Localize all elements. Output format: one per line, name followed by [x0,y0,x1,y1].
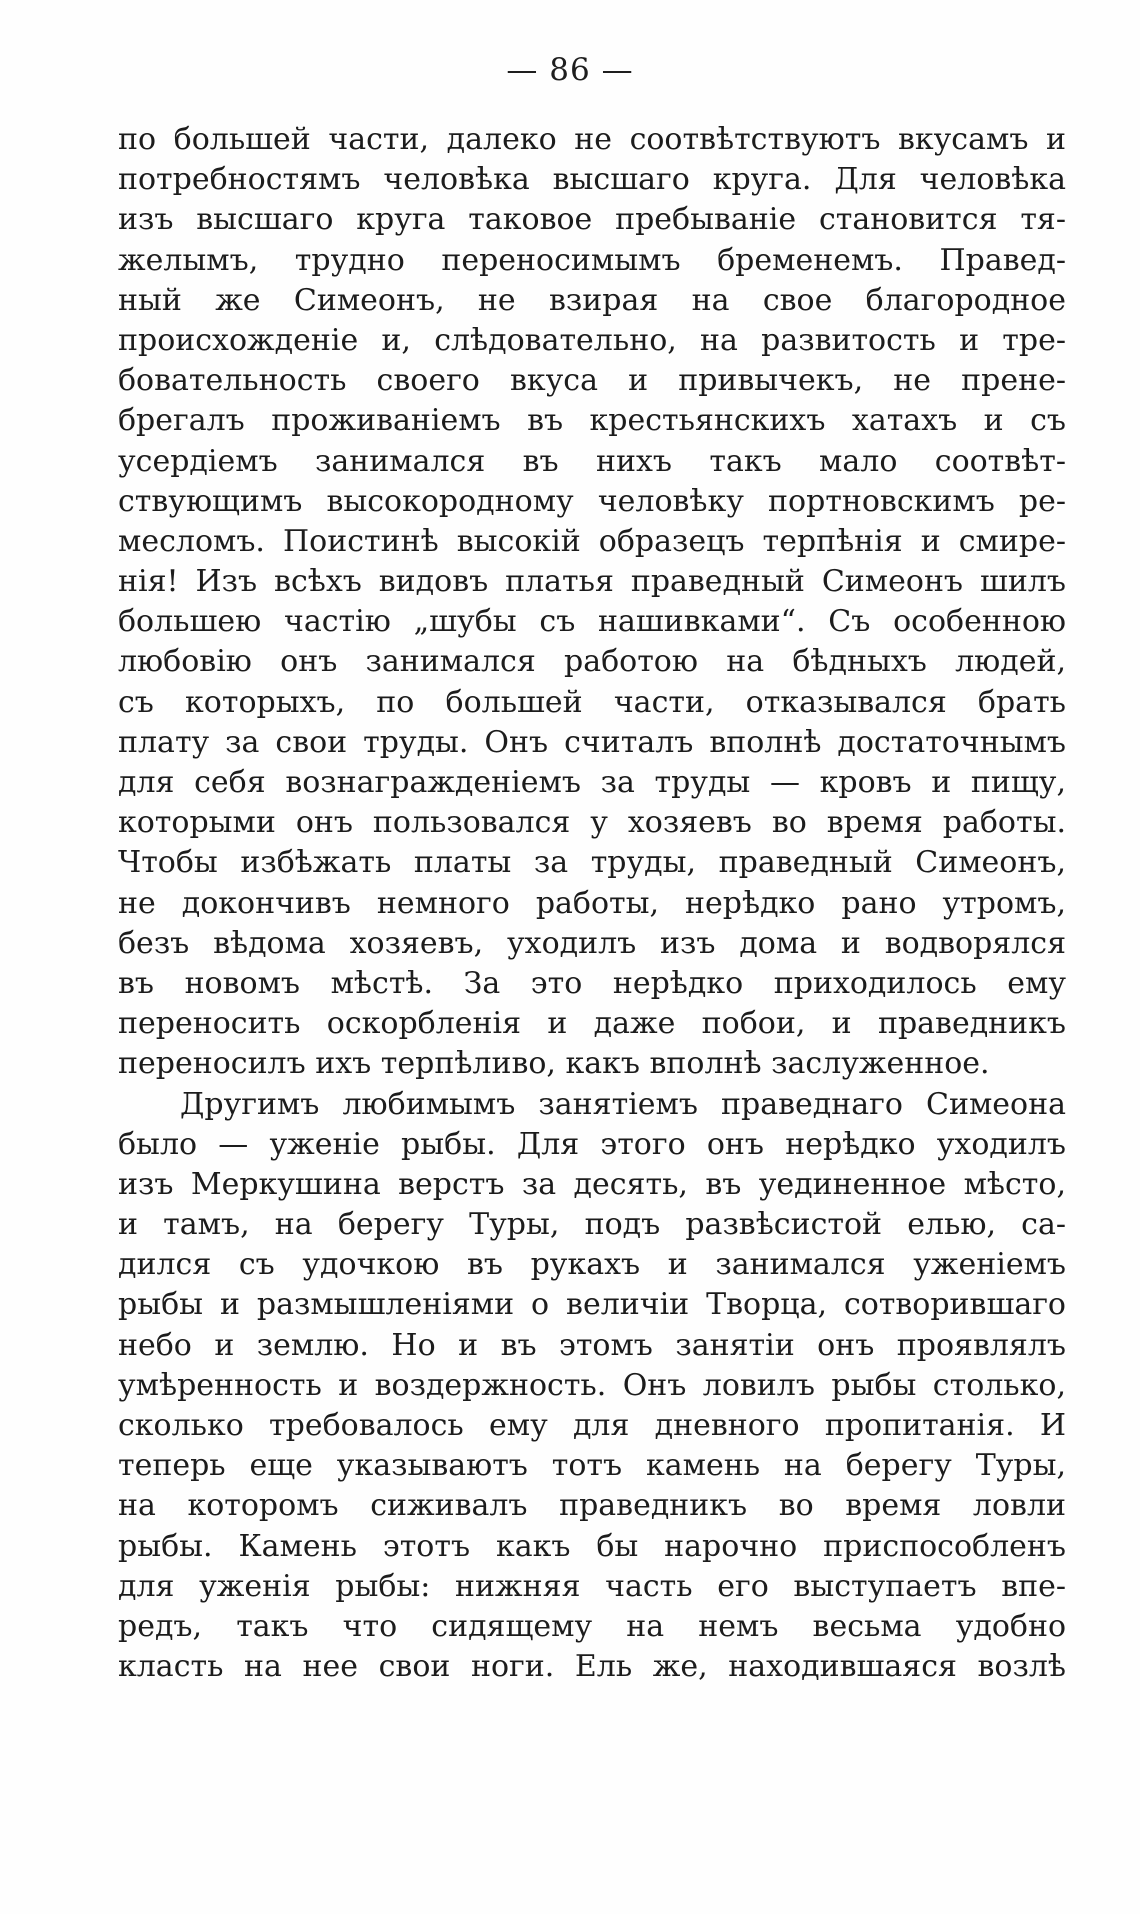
text-line: въ новомъ мѣстѣ. За это нерѣдко приходилось ему [118,965,1066,1001]
text-line: переносилъ ихъ терпѣливо, какъ вполнѣ заслуженное. [118,1046,990,1082]
text-line: было — уженіе рыбы. Для этого онъ нерѣдко уходилъ [118,1126,1066,1162]
text-line: бовательность своего вкуса и привычекъ, не пренe- [118,363,1066,399]
text-line: по большей части, далеко не соотвѣтствуютъ вкусамъ и [118,122,1066,157]
text-line: большею частію „шубы съ нашивками“. Съ особенною [118,604,1066,640]
text-line: для себя вознагражденіемъ за труды — кровъ и пищу, [118,765,1066,800]
text-line: брегалъ проживаніемъ въ крестьянскихъ хатахъ и съ [118,403,1066,439]
text-line: ный же Симеонъ, не взирая на свое благородное [118,282,1066,318]
text-line: Другимъ любимымъ занятіемъ праведнаго Симеона [180,1086,1066,1122]
text-line: для уженія рыбы: нижняя часть его выступаетъ впе- [118,1568,1066,1604]
text-line: переносить оскорбленія и даже побои, и праведникъ [118,1006,1066,1042]
text-line: желымъ, трудно переносимымъ бременемъ. Правед- [118,242,1066,278]
text-line: любовію онъ занимался работою на бѣдныхъ людей, [118,644,1066,680]
text-line: изъ высшаго круга таковое пребываніе становится тя- [118,202,1066,238]
text-line: не докончивъ немного работы, нерѣдко рано утромъ, [118,885,1066,921]
text-line: которыми онъ пользовался у хозяевъ во время работы. [118,805,1066,841]
text-line: класть на нее свои ноги. Ель же, находившаяся возлѣ [118,1649,1066,1685]
text-line: теперь еще указываютъ тотъ камень на берегу Туры, [118,1448,1066,1484]
page-number: — 86 — [506,52,634,88]
text-line: рыбы и размышленіями о величіи Творца, сотворившаго [118,1287,1066,1323]
text-line: рыбы. Камень этотъ какъ бы нарочно приспособленъ [118,1528,1066,1564]
paragraph-2 [118,1085,1066,1688]
text-line: усердіемъ занимался въ нихъ такъ мало соотвѣт- [118,443,1066,479]
text-line: и тамъ, на берегу Туры, подъ развѣсистой елью, са- [118,1207,1066,1243]
text-line: съ которыхъ, по большей части, отказывался брать [118,684,1066,720]
text-line: редъ, такъ что сидящему на немъ весьма удобно [118,1608,1066,1644]
text-line: потребностямъ человѣка высшаго круга. Для человѣка [118,162,1066,198]
text-line: месломъ. Поистинѣ высокій образецъ терпѣнія и смире- [118,523,1066,559]
text-line: умѣренность и воздержность. Онъ ловилъ рыбы столько, [118,1367,1066,1403]
text-line: нія! Изъ всѣхъ видовъ платья праведный Симеонъ шилъ [118,564,1066,600]
text-line: небо и землю. Но и въ этомъ занятіи онъ проявлялъ [118,1327,1066,1363]
text-line: сколько требовалось ему для дневного пропитанія. И [118,1408,1066,1443]
text-line: происхожденіе и, слѣдовательно, на развитость и тре- [118,322,1066,358]
text-line: плату за свои труды. Онъ считалъ вполнѣ достаточнымъ [118,724,1066,760]
text-line: безъ вѣдома хозяевъ, уходилъ изъ дома и водворялся [118,925,1066,961]
body-text [118,120,1066,1687]
text-line: дился съ удочкою въ рукахъ и занимался уженіемъ [118,1247,1066,1283]
text-line: Чтобы избѣжать платы за труды, праведный Симеонъ, [118,845,1066,881]
text-line: на которомъ сиживалъ праведникъ во время ловли [118,1488,1066,1524]
text-line: ствующимъ высокородному человѣку портновскимъ ре- [118,483,1066,519]
text-line: изъ Меркушина верстъ за десять, въ уединенное мѣсто, [118,1166,1066,1202]
paragraph-1 [118,120,1066,1085]
